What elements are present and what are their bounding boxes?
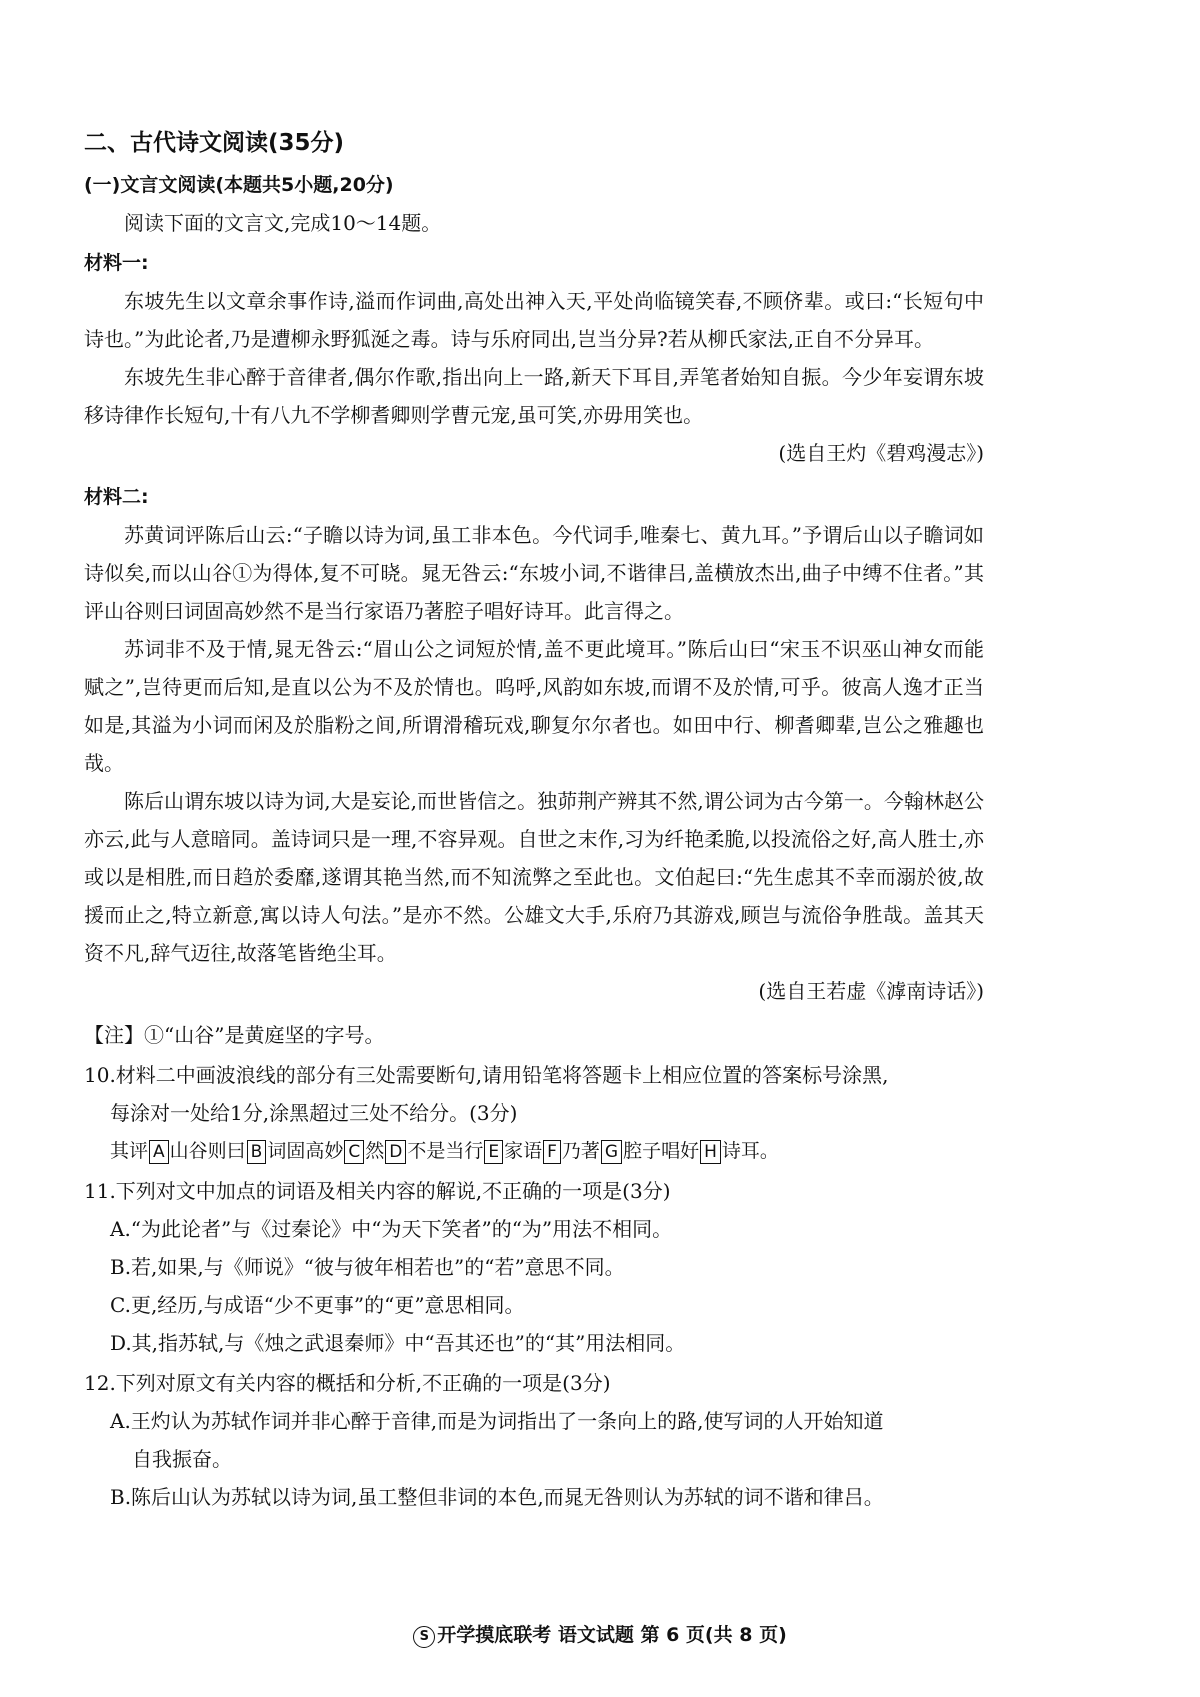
answer-box-b[interactable]: B	[247, 1140, 267, 1164]
question-12-stem: 12.下列对原文有关内容的概括和分析,不正确的一项是(3分)	[84, 1371, 611, 1395]
question-11-option-d: D.其,指苏轼,与《烛之武退秦师》中“吾其还也”的“其”用法相同。	[110, 1331, 686, 1355]
material1-label: 材料一:	[84, 252, 149, 274]
page-content	[84, 124, 984, 1516]
answer-box-d[interactable]: D	[385, 1140, 406, 1164]
material1-paragraph: 东坡先生以文章余事作诗,溢而作词曲,高处出神入天,平处尚临镜笑春,不顾侪辈。或曰:“长短句中诗也。”为此论者,乃是遭柳永野狐涎之毒。诗与乐府同出,岂当分异?若从柳氏家法,正自不分异耳。	[84, 289, 984, 351]
segment-text: 乃著	[561, 1140, 600, 1162]
question-11-stem: 11.下列对文中加点的词语及相关内容的解说,不正确的一项是(3分)	[84, 1179, 671, 1203]
segment-text: 然	[365, 1140, 385, 1162]
segment-text: 词固高妙	[267, 1140, 344, 1162]
question-10-stem: 10.材料二中画波浪线的部分有三处需要断句,请用铅笔将答题卡上相应位置的答案标号涂黑,	[84, 1063, 889, 1087]
section-title: 二、古代诗文阅读(35分)	[84, 130, 345, 156]
page-footer	[0, 1616, 1200, 1654]
material2-label: 材料二:	[84, 486, 149, 508]
material2-paragraph: 苏词非不及于情,晁无咎云:“眉山公之词短於情,盖不更此境耳。”陈后山曰“宋玉不识巫山神女而能赋之”,岂待更而后知,是直以公为不及於情也。呜呼,风韵如东坡,而谓不及於情,可乎。彼高人逸才正当如是,其溢为小词而闲及於脂粉之间,所谓滑稽玩戏,聊复尔尔者也。如田中行、柳耆卿辈,岂公之雅趣也哉。	[84, 637, 984, 775]
answer-box-h[interactable]: H	[700, 1140, 721, 1164]
answer-box-f[interactable]: F	[543, 1140, 561, 1164]
question-11	[84, 1172, 984, 1362]
material2-paragraph: 苏黄词评陈后山云:“子瞻以诗为词,虽工非本色。今代词手,唯秦七、黄九耳。”予谓后山以子瞻词如诗似矣,而以山谷①为得体,复不可晓。晁无咎云:“东坡小词,不谐律吕,盖横放杰出,曲子中缚不住者。”其评山谷则曰词固高妙然不是当行家语乃著腔子唱好诗耳。此言得之。	[84, 523, 984, 623]
footnote: 【注】①“山谷”是黄庭坚的字号。	[84, 1023, 385, 1047]
question-11-option-b: B.若,如果,与《师说》“彼与彼年相若也”的“若”意思不同。	[110, 1255, 625, 1279]
answer-box-c[interactable]: C	[344, 1140, 364, 1164]
question-10	[84, 1056, 984, 1170]
answer-box-e[interactable]: E	[484, 1140, 503, 1164]
subsection-title: (一)文言文阅读(本题共5小题,20分)	[84, 174, 394, 196]
answer-box-g[interactable]: G	[601, 1140, 622, 1164]
material1-paragraph: 东坡先生非心醉于音律者,偶尔作歌,指出向上一路,新天下耳目,弄笔者始知自振。今少年妄谓东坡移诗律作长短句,十有八九不学柳耆卿则学曹元宠,虽可笑,亦毋用笑也。	[84, 365, 984, 427]
footer-text: 开学摸底联考 语文试题 第 6 页(共 8 页)	[437, 1624, 787, 1646]
answer-box-a[interactable]: A	[149, 1140, 169, 1164]
material1-source: (选自王灼《碧鸡漫志》)	[778, 441, 984, 465]
question-10-stem-cont: 每涂对一处给1分,涂黑超过三处不给分。(3分)	[110, 1101, 518, 1125]
s-badge-icon: S	[413, 1626, 435, 1648]
segment-text: 山谷则曰	[169, 1140, 246, 1162]
segment-text: 腔子唱好	[623, 1140, 700, 1162]
instruction: 阅读下面的文言文,完成10～14题。	[124, 211, 442, 235]
question-12-option-b: B.陈后山认为苏轼以诗为词,虽工整但非词的本色,而晁无咎则认为苏轼的词不谐和律吕。	[110, 1485, 884, 1509]
material2-source: (选自王若虚《滹南诗话》)	[758, 979, 984, 1003]
material2-paragraph: 陈后山谓东坡以诗为词,大是妄论,而世皆信之。独茆荆产辨其不然,谓公词为古今第一。今翰林赵公亦云,此与人意暗同。盖诗词只是一理,不容异观。自世之末作,习为纤艳柔脆,以投流俗之好,高人胜士,亦或以是相胜,而日趋於委靡,遂谓其艳当然,而不知流弊之至此也。文伯起曰:“先生虑其不幸而溺於彼,故援而止之,特立新意,寓以诗人句法。”是亦不然。公雄文大手,乐府乃其游戏,顾岂与流俗争胜哉。盖其天资不凡,辞气迈往,故落笔皆绝尘耳。	[84, 789, 984, 965]
question-12-option-a-cont: 自我振奋。	[132, 1447, 232, 1471]
segment-text: 诗耳。	[721, 1140, 779, 1162]
segment-text: 家语	[504, 1140, 543, 1162]
question-11-option-a: A.“为此论者”与《过秦论》中“为天下笑者”的“为”用法不相同。	[110, 1217, 673, 1241]
segment-text: 其评	[110, 1140, 149, 1162]
segment-text: 不是当行	[407, 1140, 484, 1162]
question-12	[84, 1364, 984, 1516]
question-12-option-a: A.王灼认为苏轼作词并非心醉于音律,而是为词指出了一条向上的路,使写词的人开始知道	[110, 1409, 884, 1433]
question-10-answer-boxes	[84, 1132, 984, 1170]
question-11-option-c: C.更,经历,与成语“少不更事”的“更”意思相同。	[110, 1293, 525, 1317]
